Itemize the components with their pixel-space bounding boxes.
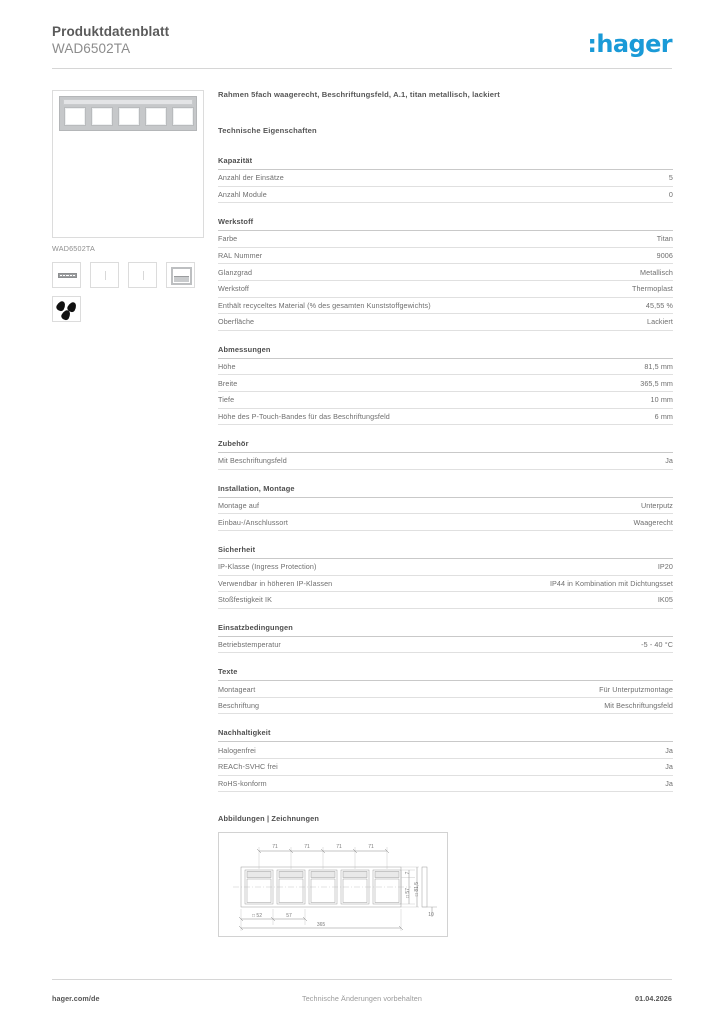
- spec-row: [218, 409, 673, 426]
- dim-pitch-4: 71: [368, 844, 374, 851]
- frame-cell: [145, 107, 167, 126]
- spec-value: 45,55 %: [645, 300, 673, 310]
- footer-divider: [52, 979, 672, 980]
- spec-key: RoHS-konform: [218, 778, 267, 788]
- spec-group: [218, 728, 673, 792]
- dim-total-height: □ 81,5: [414, 882, 420, 897]
- spec-value: Ja: [665, 778, 673, 788]
- spec-key: IP-Klasse (Ingress Protection): [218, 562, 317, 572]
- spec-value: Metallisch: [640, 267, 673, 277]
- spec-key: Tiefe: [218, 395, 235, 405]
- spec-value: 5: [668, 173, 673, 183]
- spec-value: IK05: [657, 595, 673, 605]
- dim-total-width: 365: [316, 922, 326, 929]
- technical-drawing: [218, 832, 448, 937]
- spec-row: [218, 187, 673, 204]
- spec-row: [218, 392, 673, 409]
- spec-key: Anzahl der Einsätze: [218, 173, 284, 183]
- thumbnail-strip-row-2: [52, 296, 204, 322]
- spec-group: [218, 156, 673, 203]
- spec-value: 365,5 mm: [640, 378, 673, 388]
- spec-group: [218, 345, 673, 425]
- page-title: Produktdatenblatt: [52, 24, 170, 39]
- spec-row: [218, 170, 673, 187]
- spec-value: Waagerecht: [633, 517, 673, 527]
- spec-key: Werkstoff: [218, 284, 249, 294]
- spec-key: Stoßfestigkeit IK: [218, 595, 273, 605]
- spec-key: Montage auf: [218, 501, 260, 511]
- spec-row: [218, 231, 673, 248]
- technical-properties-heading: Technische Eigenschaften: [218, 126, 317, 135]
- spec-row: [218, 592, 673, 609]
- spec-key: RAL Nummer: [218, 251, 263, 261]
- spec-key: Anzahl Module: [218, 189, 267, 199]
- dim-label-height: 7: [405, 871, 411, 875]
- product-code-subtitle: WAD6502TA: [52, 41, 131, 56]
- spec-row: [218, 314, 673, 331]
- spec-group-title: Abmessungen: [218, 345, 673, 359]
- spec-group: [218, 667, 673, 714]
- spec-value: Ja: [665, 456, 673, 466]
- dim-pitch-2: 71: [304, 844, 310, 851]
- frame-label-strip: [63, 99, 193, 105]
- spec-row: [218, 698, 673, 715]
- spec-group: [218, 217, 673, 331]
- spec-key: Beschriftung: [218, 701, 260, 711]
- spec-key: Enthält recyceltes Material (% des gesamten Kunststoffgewichts): [218, 300, 431, 310]
- spec-group-title: Kapazität: [218, 156, 673, 170]
- thumbnail-frame[interactable]: [52, 262, 81, 288]
- spec-value: Ja: [665, 745, 673, 755]
- dim-cutout-width: □ 52: [252, 913, 262, 920]
- spec-value: Mit Beschriftungsfeld: [604, 701, 673, 711]
- spec-value: 81,5 mm: [644, 362, 673, 372]
- spec-row: [218, 776, 673, 793]
- spec-key: Halogenfrei: [218, 745, 256, 755]
- page-footer: [52, 994, 672, 1003]
- spec-groups: [218, 156, 673, 792]
- thumbnail-strip: [52, 262, 204, 288]
- spec-row: [218, 681, 673, 698]
- spec-key: Breite: [218, 378, 238, 388]
- dim-pitch-3: 71: [336, 844, 342, 851]
- spec-row: [218, 248, 673, 265]
- spec-row: [218, 559, 673, 576]
- footer-date: 01.04.2026: [635, 994, 672, 1003]
- footer-disclaimer: Technische Änderungen vorbehalten: [302, 994, 422, 1003]
- spec-row: [218, 742, 673, 759]
- product-media-column: [52, 90, 204, 322]
- spec-row: [218, 498, 673, 515]
- product-image: [52, 90, 204, 238]
- frame-cell: [118, 107, 140, 126]
- drawings-heading: Abbildungen | Zeichnungen: [218, 814, 320, 824]
- spec-group-title: Installation, Montage: [218, 484, 673, 498]
- thumbnail-water-drops[interactable]: [52, 296, 81, 322]
- dim-pitch-1: 71: [272, 844, 278, 851]
- spec-group-title: Einsatzbedingungen: [218, 623, 673, 637]
- spec-key: Glanzgrad: [218, 267, 253, 277]
- spec-value: Titan: [656, 234, 673, 244]
- spec-row: [218, 264, 673, 281]
- spec-value: -5 - 40 °C: [641, 639, 673, 649]
- frame-cell: [91, 107, 113, 126]
- spec-value: 6 mm: [654, 411, 673, 421]
- spec-key: Einbau-/Anschlussort: [218, 517, 288, 527]
- thumbnail-drawing-2[interactable]: [128, 262, 157, 288]
- spec-group-title: Nachhaltigkeit: [218, 728, 673, 742]
- frame-thumbnail-icon: [58, 273, 77, 278]
- spec-row: [218, 359, 673, 376]
- thumbnail-label-field[interactable]: [166, 262, 195, 288]
- spec-group-title: Werkstoff: [218, 217, 673, 231]
- spec-key: Höhe des P-Touch-Bandes für das Beschriftungsfeld: [218, 411, 390, 421]
- spec-value: 0: [668, 189, 673, 199]
- page-header: [52, 24, 672, 64]
- spec-row: [218, 281, 673, 298]
- spec-value: Ja: [665, 762, 673, 772]
- spec-row: [218, 298, 673, 315]
- water-drops-icon: [53, 297, 80, 321]
- five-gang-frame-illustration: [59, 96, 197, 131]
- dim-cutout-height: □ 57: [405, 888, 411, 899]
- spec-row: [218, 375, 673, 392]
- spec-key: Betriebstemperatur: [218, 639, 281, 649]
- spec-key: Oberfläche: [218, 317, 255, 327]
- frame-cell: [64, 107, 86, 126]
- spec-value: IP20: [657, 562, 673, 572]
- title-block: [52, 24, 169, 57]
- spec-key: Mit Beschriftungsfeld: [218, 456, 287, 466]
- spec-key: REACh-SVHC frei: [218, 762, 278, 772]
- spec-value: 10 mm: [650, 395, 673, 405]
- spec-group-title: Sicherheit: [218, 545, 673, 559]
- spec-key: Höhe: [218, 362, 236, 372]
- product-description: Rahmen 5fach waagerecht, Beschriftungsfeld, A.1, titan metallisch, lackiert: [218, 90, 500, 99]
- spec-group: [218, 484, 673, 531]
- line-drawing-icon: [105, 271, 106, 280]
- specifications-column: [218, 90, 673, 937]
- spec-row: [218, 453, 673, 470]
- spec-group-title: Zubehör: [218, 439, 673, 453]
- spec-group-title: Texte: [218, 667, 673, 681]
- spec-key: Farbe: [218, 234, 238, 244]
- spec-row: [218, 759, 673, 776]
- dim-module-width: 57: [286, 913, 292, 920]
- technical-drawing-svg: [219, 833, 449, 938]
- spec-value: Für Unterputzmontage: [599, 684, 673, 694]
- line-drawing-icon: [143, 271, 144, 280]
- spec-row: [218, 637, 673, 654]
- product-image-caption: WAD6502TA: [52, 244, 95, 253]
- spec-key: Montageart: [218, 684, 256, 694]
- spec-value: Lackiert: [647, 317, 673, 327]
- spec-group: [218, 439, 673, 470]
- spec-value: 9006: [656, 251, 673, 261]
- spec-value: IP44 in Kombination mit Dichtungsset: [549, 578, 673, 588]
- spec-value: Unterputz: [640, 501, 673, 511]
- footer-website[interactable]: hager.com/de: [52, 994, 100, 1003]
- thumbnail-drawing-1[interactable]: [90, 262, 119, 288]
- spec-group: [218, 545, 673, 609]
- spec-key: Verwendbar in höheren IP-Klassen: [218, 578, 333, 588]
- spec-group: [218, 623, 673, 654]
- spec-row: [218, 576, 673, 593]
- dim-depth: 10: [428, 912, 434, 919]
- spec-row: [218, 514, 673, 531]
- label-field-icon: [171, 267, 192, 285]
- spec-value: Thermoplast: [631, 284, 673, 294]
- hager-logo: :hager: [587, 30, 672, 58]
- frame-cell: [172, 107, 194, 126]
- header-divider: [52, 68, 672, 69]
